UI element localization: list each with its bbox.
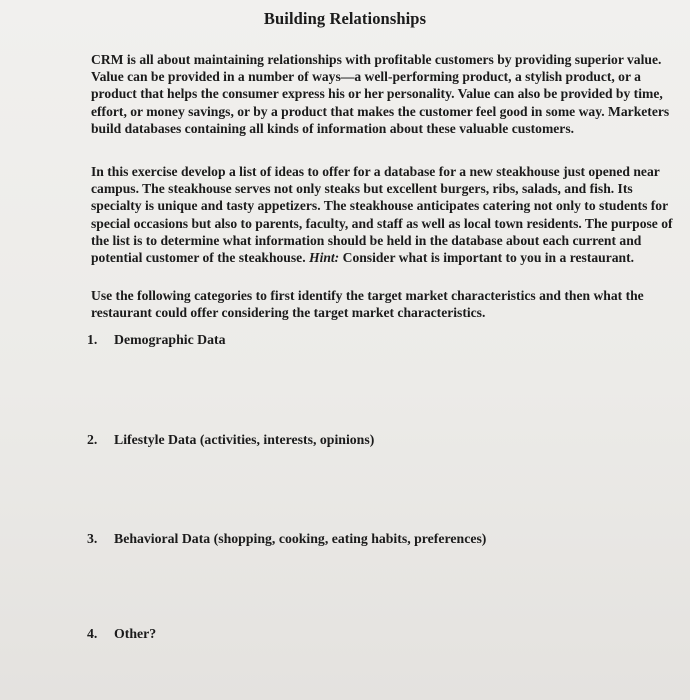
list-item-lifestyle xyxy=(87,431,374,448)
intro-paragraph: CRM is all about maintaining relationships with profitable customers by providing superior value. Value can be provided in a number of ways—a well-performing product, a stylish product, or a product that helps the consumer express his or her personality. Value can also be provided by time, effort, or money savings, or by a product that makes the customer feel good in some way. Marketers build databases containing all kinds of information about these valuable customers. xyxy=(91,52,670,136)
list-number: 3. xyxy=(87,531,98,546)
hint-label: Hint: xyxy=(309,250,340,266)
list-label: Lifestyle Data (activities, interests, opinions) xyxy=(114,432,375,447)
exercise-paragraph xyxy=(91,163,681,266)
list-number: 2. xyxy=(87,432,98,447)
list-number: 4. xyxy=(87,626,98,641)
list-label: Other? xyxy=(114,626,157,641)
list-label: Behavioral Data (shopping, cooking, eating habits, preferences) xyxy=(114,531,487,546)
instructions-paragraph: Use the following categories to first identify the target market characteristics and then what the restaurant could offer considering the target market characteristics. xyxy=(91,288,644,321)
list-item-demographic xyxy=(87,331,226,348)
page-title: Building Relationships xyxy=(263,9,427,28)
list-number: 1. xyxy=(87,332,98,347)
hint-text: Consider what is important to you in a restaurant. xyxy=(342,250,635,266)
exercise-text: In this exercise develop a list of ideas to offer for a database for a new steakhouse just opened near campus. The steakhouse serves not only steaks but excellent burgers, ribs, salads, and fish. Its specialty is unique and tasty appetizers. The steakhouse anticipates catering not only to students for special occasions but also to parents, faculty, and staff as well as local town residents. The purpose of the list is to determine what information should be held in the database about each current and potential customer of the steakhouse. xyxy=(91,164,673,266)
list-item-other xyxy=(87,625,156,642)
list-item-behavioral xyxy=(87,530,486,547)
list-label: Demographic Data xyxy=(114,332,226,347)
